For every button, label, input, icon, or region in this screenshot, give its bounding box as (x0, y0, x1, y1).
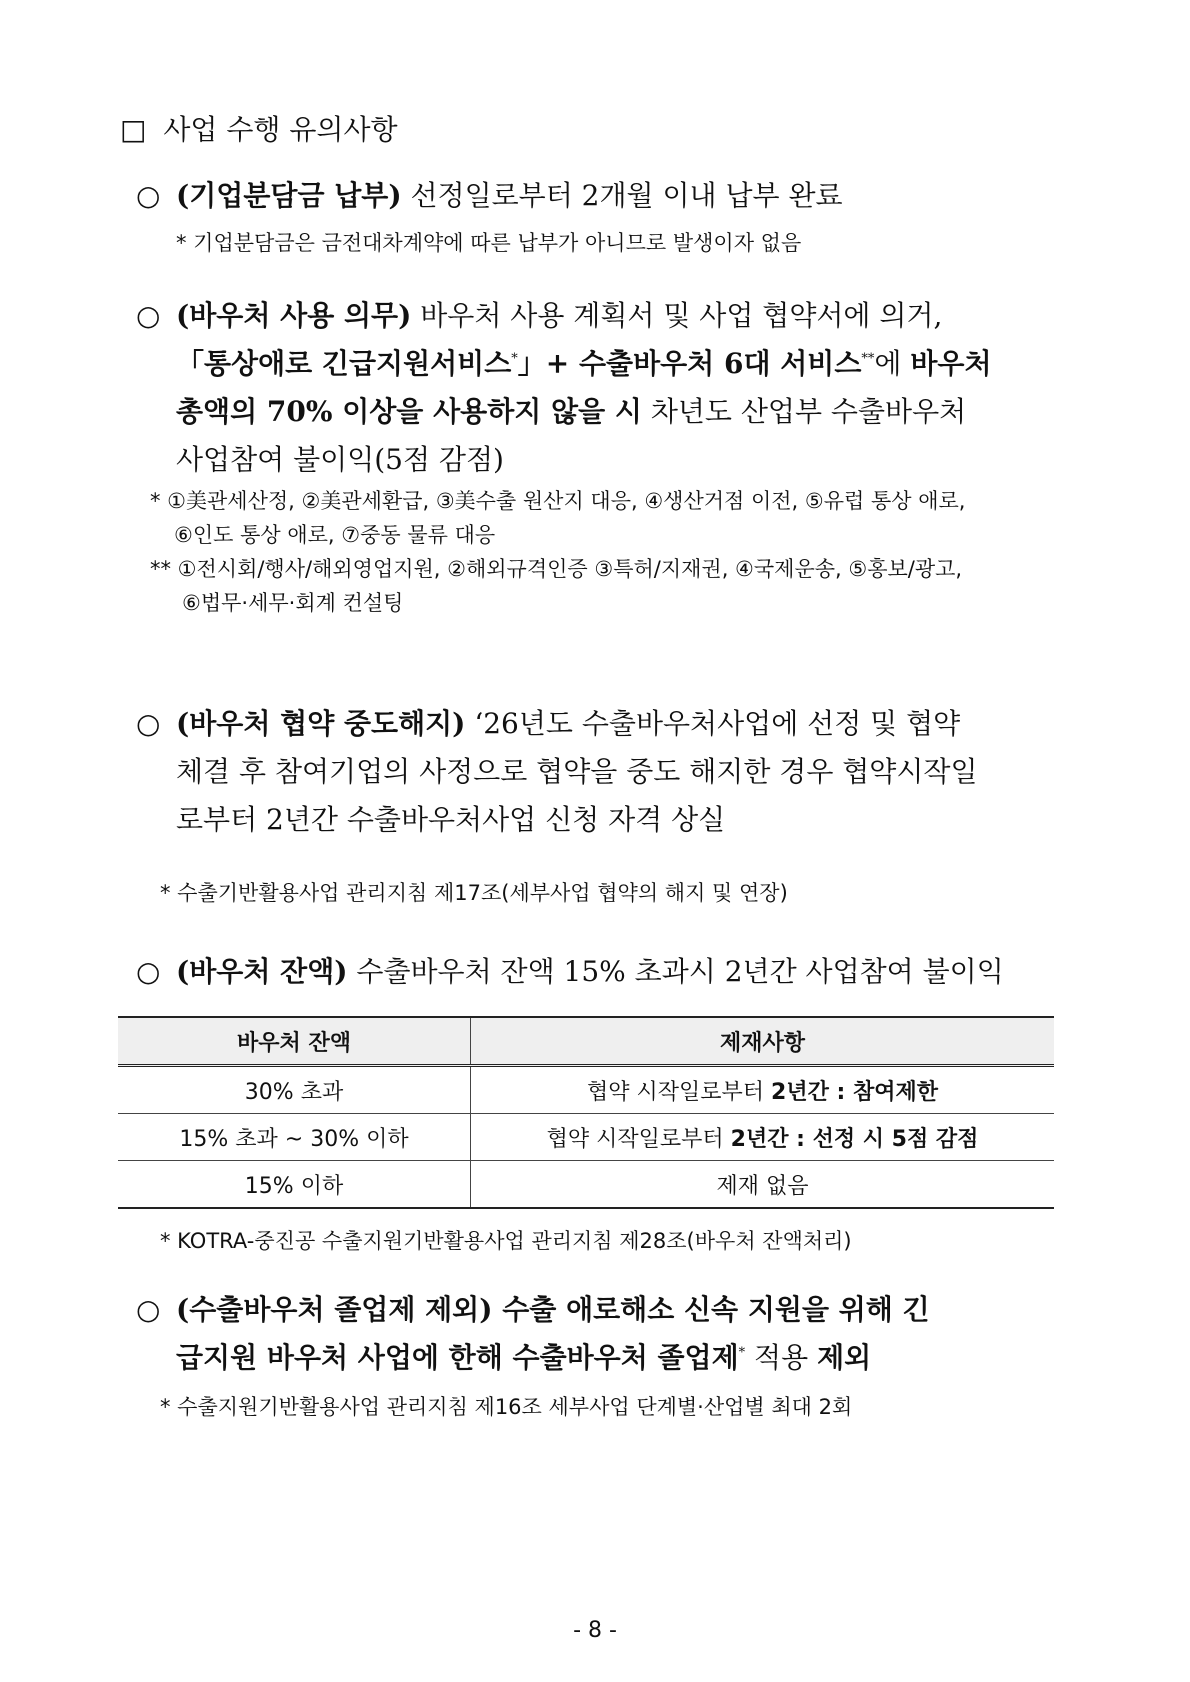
page-number: - 8 - (573, 1618, 617, 1643)
paragraph-graduation-exemption (136, 1286, 1086, 1382)
paragraph-text: ‘26년도 수출바우처사업에 선정 및 협약 (465, 707, 961, 740)
bullet-icon: ○ (136, 707, 161, 740)
table-row (118, 1066, 1054, 1114)
note-company-share: * 기업분담금은 금전대차계약에 따른 납부가 아니므로 발생이자 없음 (176, 231, 802, 255)
balance-cell: 15% 초과 ~ 30% 이하 (118, 1114, 471, 1161)
sanction-text: 제재 없음 (716, 1173, 809, 1199)
paragraph-company-share (136, 172, 1086, 220)
emphasis-text: 」+ 수출바우처 6대 서비스 (517, 347, 862, 380)
paragraph-heading: (바우처 협약 중도해지) (176, 707, 466, 740)
paragraph-text: 수출바우처 잔액 15% 초과시 2년간 사업참여 불이익 (347, 955, 1004, 988)
paragraph-heading: (기업분담금 납부) (176, 179, 402, 212)
paragraph-heading: (바우처 사용 의무) (176, 299, 412, 332)
section-heading (120, 108, 398, 148)
sanction-cell (471, 1066, 1055, 1114)
note-line: ⑥법무·세무·회계 컨설팅 (182, 591, 404, 615)
footnote-mark: * (738, 1345, 746, 1361)
column-header-balance: 바우처 잔액 (118, 1017, 471, 1066)
footnote-mark: * (511, 351, 518, 367)
emphasis-text: 급지원 바우처 사업에 한해 수출바우처 졸업제 (176, 1341, 739, 1374)
footnote-mark: ** (861, 351, 875, 367)
sanction-cell (471, 1114, 1055, 1161)
paragraph-voucher-usage (136, 292, 1086, 484)
emphasis-text: 제외 (817, 1341, 872, 1374)
paragraph-text: 적용 (745, 1341, 818, 1374)
sanction-emphasis: 2년간 : 참여제한 (771, 1079, 938, 1105)
paragraph-text: 바우처 사용 계획서 및 사업 협약서에 의거, (411, 299, 943, 332)
paragraph-text: 사업참여 불이익(5점 감점) (176, 443, 504, 476)
note-line: * ①美관세산정, ②美관세환급, ③美수출 원산지 대응, ④생산거점 이전, ⑤유럽 통상 애로, (150, 489, 966, 513)
checkbox-square-icon: □ (120, 113, 147, 146)
sanction-table (118, 1016, 1054, 1209)
sanction-text: 협약 시작일로부터 (587, 1079, 772, 1105)
note-line: ⑥인도 통상 애로, ⑦중동 물류 대응 (174, 523, 496, 547)
table-row (118, 1161, 1054, 1209)
sanction-cell (471, 1161, 1055, 1209)
sanction-emphasis: 2년간 : 선정 시 5점 감점 (730, 1126, 979, 1152)
paragraph-heading: (바우처 잔액) (176, 955, 348, 988)
table-header-row (118, 1017, 1054, 1066)
emphasis-text: 「통상애로 긴급지원서비스 (176, 347, 512, 380)
column-header-sanction: 제재사항 (471, 1017, 1055, 1066)
section-title: 사업 수행 유의사항 (163, 113, 398, 146)
bullet-icon: ○ (136, 955, 161, 988)
paragraph-text: 로부터 2년간 수출바우처사업 신청 자격 상실 (176, 803, 726, 836)
note-service-list (150, 484, 965, 620)
emphasis-text: 바우처 (910, 347, 992, 380)
balance-cell: 30% 초과 (118, 1066, 471, 1114)
paragraph-heading: (수출바우처 졸업제 제외) 수출 애로해소 신속 지원을 위해 긴 (176, 1293, 930, 1326)
note-graduation: * 수출지원기반활용사업 관리지침 제16조 세부사업 단계별·산업별 최대 2회 (160, 1395, 853, 1419)
paragraph-text: 체결 후 참여기업의 사정으로 협약을 중도 해지한 경우 협약시작일 (176, 755, 978, 788)
note-balance: * KOTRA-중진공 수출지원기반활용사업 관리지침 제28조(바우처 잔액처리) (160, 1229, 852, 1253)
paragraph-text: 에 (874, 347, 911, 380)
bullet-icon: ○ (136, 1293, 161, 1326)
balance-cell: 15% 이하 (118, 1161, 471, 1209)
bullet-icon: ○ (136, 179, 161, 212)
paragraph-text: 선정일로부터 2개월 이내 납부 완료 (401, 179, 843, 212)
bullet-icon: ○ (136, 299, 161, 332)
emphasis-text: 총액의 70% 이상을 사용하지 않을 시 (176, 395, 642, 428)
note-termination: * 수출기반활용사업 관리지침 제17조(세부사업 협약의 해지 및 연장) (160, 881, 788, 905)
paragraph-agreement-termination (136, 700, 1086, 844)
paragraph-text: 차년도 산업부 수출바우처 (641, 395, 967, 428)
sanction-text: 협약 시작일로부터 (546, 1126, 731, 1152)
table-row (118, 1114, 1054, 1161)
paragraph-voucher-balance (136, 948, 1086, 996)
note-line: ** ①전시회/행사/해외영업지원, ②해외규격인증 ③특허/지재권, ④국제운송, ⑤홍보/광고, (150, 557, 963, 581)
